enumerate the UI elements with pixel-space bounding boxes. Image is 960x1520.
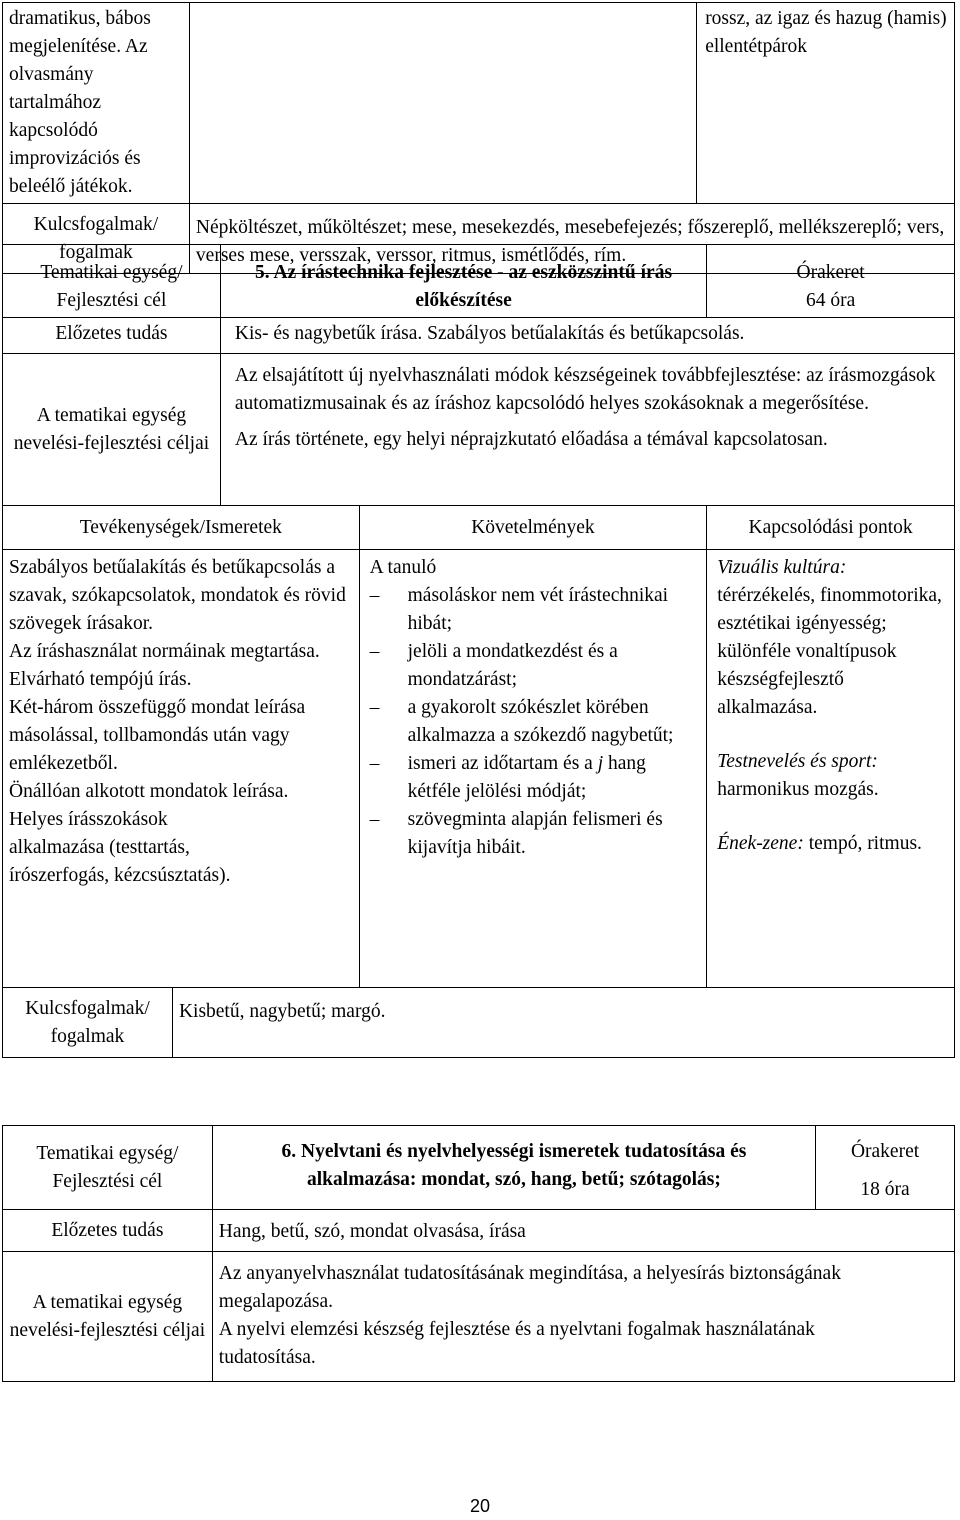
header-kapcsolodasi: Kapcsolódási pontok [707,506,955,550]
tevekenysegek-cell [3,550,360,988]
vizualis-text: térérzékelés, finommotorika, esztétikai igényesség; különféle vonaltípusok készségfejlesztő alkalmazása. [717,585,942,718]
item-text-j: j [597,753,604,774]
table-row [3,506,955,550]
elozetes-label: Előzetes tudás [3,1210,213,1252]
page-number: 20 [469,1496,491,1516]
celjai-label: A tematikai egység nevelési-fejlesztési céljai [3,354,221,506]
table-row [3,318,955,354]
kovetelmenyek-intro: A tanuló [369,557,437,578]
orakeret-label: Órakeret [850,1141,920,1162]
enek-label: Ének-zene: [717,833,804,854]
testneveles-label: Testnevelés és sport: [717,751,878,772]
celjai-paragraph-2: A nyelvi elemzési készség fejlesztése és a nyelvtani fogalmak használatának tudatosítása. [218,1319,815,1368]
list-item: – a gyakorolt szókészlet körében alkalmazza a szókezdő nagybetűt; [370,694,701,750]
list-item: – másoláskor nem vét írástechnikai hibát; [370,582,701,638]
kovetelmenyek-list [370,582,701,862]
table-row [3,988,955,1058]
kulcsfogalmak-label: Kulcsfogalmak/ fogalmak [3,204,190,274]
table-row [3,3,955,204]
celjai-text [212,1252,954,1382]
elozetes-text: Kis- és nagybetűk írása. Szabályos betűalakítás és betűkapcsolás. [220,318,954,354]
header-tevekenysegek: Tevékenységek/Ismeretek [3,506,360,550]
celjai-paragraph-1: Az anyanyelvhasználat tudatosításának megindítása, a helyesírás biztonságának megalapozása. [218,1263,841,1312]
table-row [3,245,955,318]
enek-text: tempó, ritmus. [803,833,922,854]
kulcsfogalmak-text: Népköltészet, műköltészet; mese, mesekezdés, mesebefejezés; főszereplő, mellékszereplő; vers, verses mese, versszak, verssor, ritmus, ismétlődés, rím. [189,204,954,274]
orakeret-value: 64 óra [805,290,856,311]
orakeret-cell [707,245,955,318]
list-item: Elvárható tempójú írás. [9,669,192,690]
enek-line [717,830,948,858]
unit-title: 5. Az írástechnika fejlesztése - az eszközszintű írás előkészítése [220,245,706,318]
celjai-paragraph-2: Az írás története, egy helyi néprajzkutató előadása a témával kapcsolatosan. [234,429,828,450]
table-row [3,1210,955,1252]
orakeret-label: Órakeret [796,262,865,283]
unit-title: 6. Nyelvtani és nyelvhelyességi ismeretek tudatosítása és alkalmazása: mondat, szó, hang, betű; szótagolás; [212,1126,815,1210]
item-text: hang kétféle jelölési módját; [407,753,646,802]
table-row [3,1126,955,1210]
list-item: Önállóan alkotott mondatok leírása. [9,781,289,802]
row1-col2 [189,3,696,204]
table-top-continuation [2,2,955,274]
testneveles-text: harmonikus mozgás. [717,779,879,800]
row1-col1: dramatikus, bábos megjelenítése. Az olvasmány tartalmához kapcsolódó improvizációs és beleélő játékok. [3,3,190,204]
table-row [3,354,955,506]
table-unit-5 [2,244,955,1058]
item-text: ismeri az időtartam és a [407,753,598,774]
vizualis-label: Vizuális kultúra: [717,557,847,578]
kulcsfogalmak-text: Kisbetű, nagybetű; margó. [172,988,954,1058]
list-item: – szövegminta alapján felismeri és kijavítja hibáit. [370,806,701,862]
elozetes-label: Előzetes tudás [3,318,221,354]
celjai-paragraph-1: Az elsajátított új nyelvhasználati módok készségeinek továbbfejlesztése: az írásmozgások automatizmusainak és az íráshoz kapcsolódó helyes szokásoknak a megerősítése. [234,365,936,414]
table-row [3,1252,955,1382]
celjai-text [220,354,954,506]
table-row [3,550,955,988]
list-item: Szabályos betűalakítás és betűkapcsolás a szavak, szókapcsolatok, mondatok és rövid szövegek írásakor. [9,557,346,634]
list-item [370,750,701,806]
kovetelmenyek-cell [359,550,707,988]
header-kovetelmenyek: Követelmények [359,506,707,550]
table-unit-6 [2,1125,955,1382]
orakeret-value: 18 óra [860,1179,910,1200]
list-item: Az íráshasználat normáinak megtartása. [9,641,320,662]
row1-col3: rossz, az igaz és hazug (hamis) ellentétpárok [697,3,955,204]
celjai-label: A tematikai egység nevelési-fejlesztési céljai [3,1252,213,1382]
orakeret-cell [816,1126,955,1210]
tematikai-label: Tematikai egység/ Fejlesztési cél [3,245,221,318]
list-item: Helyes írásszokások alkalmazása (testtartás, írószerfogás, kézcsúsztatás). [9,809,231,886]
list-item: Két-három összefüggő mondat leírása másolással, tollbamondás után vagy emlékezetből. [9,697,306,774]
elozetes-text: Hang, betű, szó, mondat olvasása, írása [212,1210,954,1252]
list-item: – jelöli a mondatkezdést és a mondatzárást; [370,638,701,694]
kulcsfogalmak-label: Kulcsfogalmak/ fogalmak [3,988,173,1058]
kapcsolodasi-cell [707,550,955,988]
tematikai-label: Tematikai egység/ Fejlesztési cél [3,1126,213,1210]
